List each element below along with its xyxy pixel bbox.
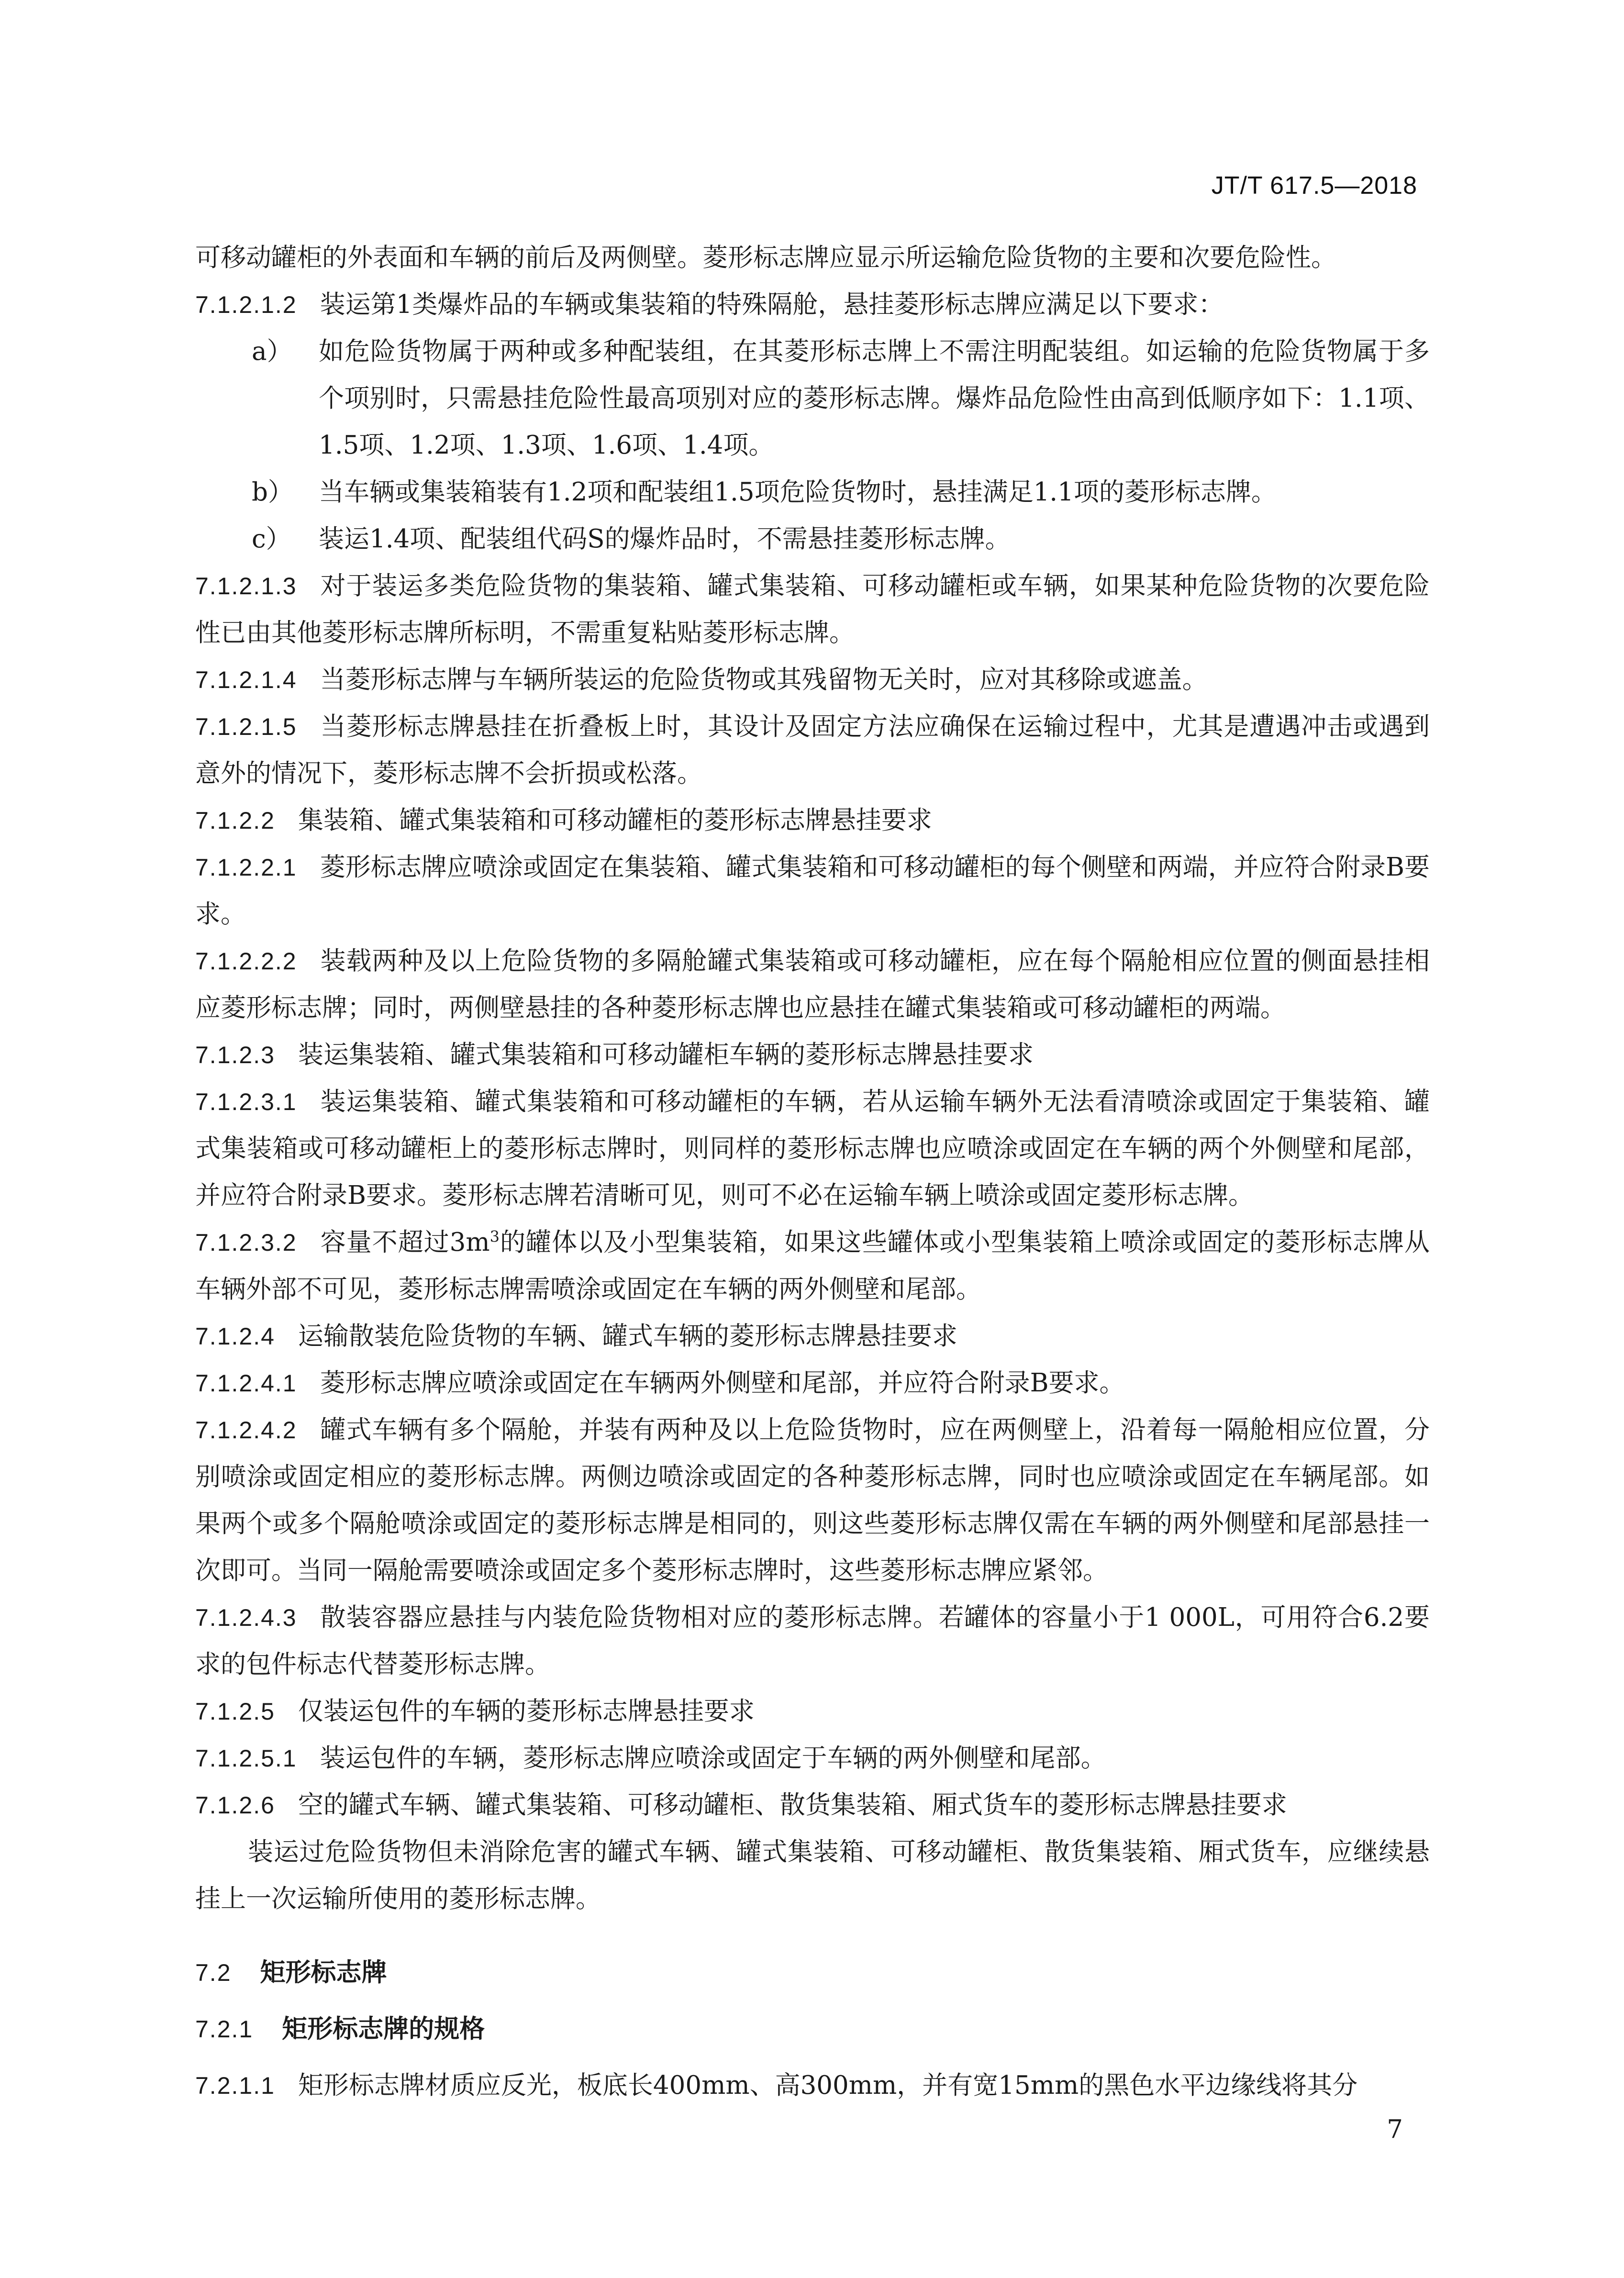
page-number: 7 [1387,2115,1403,2144]
list-item [195,328,1430,469]
clause-7-1-2-3-2 [195,1219,1430,1313]
list-marker: c） [252,524,291,554]
clause-7-2-1-1 [195,2062,1430,2109]
clause-number: 7.1.2.3.2 [195,1229,297,1256]
list-text: 装运1.4项、配装组代码S的爆炸品时，不需悬挂菱形标志牌。 [319,524,1011,554]
clause-7-1-2-2-1 [195,844,1430,938]
clause-number: 7.1.2.4.3 [195,1604,297,1631]
clause-7-1-2-3-1 [195,1078,1430,1219]
clause-text: 罐式车辆有多个隔舱，并装有两种及以上危险货物时，应在两侧壁上，沿着每一隔舱相应位置，分别喷涂或固定相应的菱形标志牌。两侧边喷涂或固定的各种菱形标志牌，同时也应喷涂或固定在车辆尾部。如果两个或多个隔舱喷涂或固定的菱形标志牌是相同的，则这些菱形标志牌仅需在车辆的两外侧壁和尾部悬挂一次即可。当同一隔舱需要喷涂或固定多个菱形标志牌时，这些菱形标志牌应紧邻。 [195,1415,1430,1585]
clause-text: 装载两种及以上危险货物的多隔舱罐式集装箱或可移动罐柜，应在每个隔舱相应位置的侧面悬挂相应菱形标志牌；同时，两侧壁悬挂的各种菱形标志牌也应悬挂在罐式集装箱或可移动罐柜的两端。 [195,946,1430,1022]
clause-7-1-2-4-1 [195,1360,1430,1407]
clause-7-1-2-1-2 [195,281,1430,328]
clause-7-1-2-1-3 [195,563,1430,656]
clause-7-1-2-6-body: 装运过危险货物但未消除危害的罐式车辆、罐式集装箱、可移动罐柜、散货集装箱、厢式货车，应继续悬挂上一次运输所使用的菱形标志牌。 [195,1837,1430,1913]
clause-text: 当菱形标志牌与车辆所装运的危险货物或其残留物无关时，应对其移除或遮盖。 [320,665,1208,694]
clause-7-1-2-5-1 [195,1735,1430,1782]
clause-text: 散装容器应悬挂与内装危险货物相对应的菱形标志牌。若罐体的容量小于1 000L，可用符合6.2要求的包件标志代替菱形标志牌。 [195,1603,1430,1679]
list-item [195,469,1430,516]
list-marker: b） [252,478,293,507]
clause-number: 7.1.2.1.2 [195,291,297,318]
clause-number: 7.1.2.4.1 [195,1370,297,1397]
clause-7-1-2-4-3 [195,1594,1430,1688]
clause-number: 7.1.2.3 [195,1042,275,1068]
clause-text: 仅装运包件的车辆的菱形标志牌悬挂要求 [298,1697,755,1726]
paragraph-continuation: 可移动罐柜的外表面和车辆的前后及两侧壁。菱形标志牌应显示所运输危险货物的主要和次要危险性。 [195,243,1336,272]
clause-text: 对于装运多类危险货物的集装箱、罐式集装箱、可移动罐柜或车辆，如果某种危险货物的次要危险性已由其他菱形标志牌所标明，不需重复粘贴菱形标志牌。 [195,571,1430,647]
clause-7-1-2-4-2 [195,1407,1430,1594]
section-heading-7-2 [195,1949,1430,1996]
clause-7-1-2-5 [195,1688,1430,1735]
clause-number: 7.1.2.2.2 [195,948,297,975]
clause-number: 7.1.2.2 [195,807,275,834]
section-number: 7.2 [195,1959,232,1986]
clause-text: 装运包件的车辆，菱形标志牌应喷涂或固定于车辆的两外侧壁和尾部。 [320,1744,1106,1773]
clause-text: 矩形标志牌材质应反光，板底长400mm、高300mm，并有宽15mm的黑色水平边缘线将其分 [298,2071,1358,2100]
clause-number: 7.2.1.1 [195,2072,275,2099]
list-text: 如危险货物属于两种或多种配装组，在其菱形标志牌上不需注明配装组。如运输的危险货物属于多个项别时，只需悬挂危险性最高项别对应的菱形标志牌。爆炸品危险性由高到低顺序如下：1.1项、1.5项、1.2项、1.3项、1.6项、1.4项。 [319,337,1430,460]
list-marker: a） [252,337,292,366]
list-text: 当车辆或集装箱装有1.2项和配装组1.5项危险货物时，悬挂满足1.1项的菱形标志牌。 [319,478,1277,507]
clause-number: 7.1.2.5.1 [195,1745,297,1772]
clause-7-1-2-2-2 [195,938,1430,1032]
clause-text-before: 容量不超过3m [320,1228,490,1257]
clause-number: 7.1.2.1.3 [195,573,297,600]
clause-text: 装运集装箱、罐式集装箱和可移动罐柜车辆的菱形标志牌悬挂要求 [298,1040,1034,1069]
clause-text: 装运集装箱、罐式集装箱和可移动罐柜的车辆，若从运输车辆外无法看清喷涂或固定于集装箱、罐式集装箱或可移动罐柜上的菱形标志牌时，则同样的菱形标志牌也应喷涂或固定在车辆的两个外侧壁和尾部，并应符合附录B要求。菱形标志牌若清晰可见，则可不必在运输车辆上喷涂或固定菱形标志牌。 [195,1087,1430,1210]
clause-text: 运输散装危险货物的车辆、罐式车辆的菱形标志牌悬挂要求 [298,1322,957,1351]
clause-text: 当菱形标志牌悬挂在折叠板上时，其设计及固定方法应确保在运输过程中，尤其是遭遇冲击或遇到意外的情况下，菱形标志牌不会折损或松落。 [195,712,1430,788]
clause-number: 7.1.2.1.5 [195,713,297,740]
clause-text: 装运第1类爆炸品的车辆或集装箱的特殊隔舱，悬挂菱形标志牌应满足以下要求： [320,290,1224,319]
clause-text-after: 的罐体以及小型集装箱，如果这些罐体或小型集装箱上喷涂或固定的菱形标志牌从车辆外部不可见，菱形标志牌需喷涂或固定在车辆的两外侧壁和尾部。 [195,1228,1430,1304]
section-title: 矩形标志牌 [260,1958,387,1987]
superscript: 3 [489,1227,500,1246]
clause-text: 菱形标志牌应喷涂或固定在集装箱、罐式集装箱和可移动罐柜的每个侧壁和两端，并应符合附录B要求。 [195,853,1430,929]
clause-7-1-2-2 [195,797,1430,844]
section-heading-7-2-1 [195,2006,1430,2053]
standard-code: JT/T 617.5—2018 [1211,172,1417,200]
clause-number: 7.1.2.4.2 [195,1417,297,1444]
clause-7-1-2-3 [195,1032,1430,1078]
list-item [195,516,1430,563]
clause-text: 空的罐式车辆、罐式集装箱、可移动罐柜、散货集装箱、厢式货车的菱形标志牌悬挂要求 [298,1790,1287,1820]
clause-text: 菱形标志牌应喷涂或固定在车辆两外侧壁和尾部，并应符合附录B要求。 [320,1368,1125,1398]
clause-number: 7.1.2.3.1 [195,1089,297,1115]
clause-text: 集装箱、罐式集装箱和可移动罐柜的菱形标志牌悬挂要求 [298,806,932,835]
clause-number: 7.1.2.4 [195,1323,275,1350]
clause-7-1-2-1-4 [195,656,1430,703]
clause-7-1-2-4 [195,1313,1430,1360]
clause-number: 7.1.2.1.4 [195,667,297,693]
clause-number: 7.1.2.6 [195,1792,275,1819]
clause-number: 7.1.2.2.1 [195,854,297,881]
clause-number: 7.1.2.5 [195,1698,275,1725]
clause-7-1-2-6 [195,1782,1430,1829]
section-number: 7.2.1 [195,2016,254,2043]
document-body [195,234,1430,2109]
clause-7-1-2-1-5 [195,703,1430,797]
section-title: 矩形标志牌的规格 [282,2014,485,2044]
